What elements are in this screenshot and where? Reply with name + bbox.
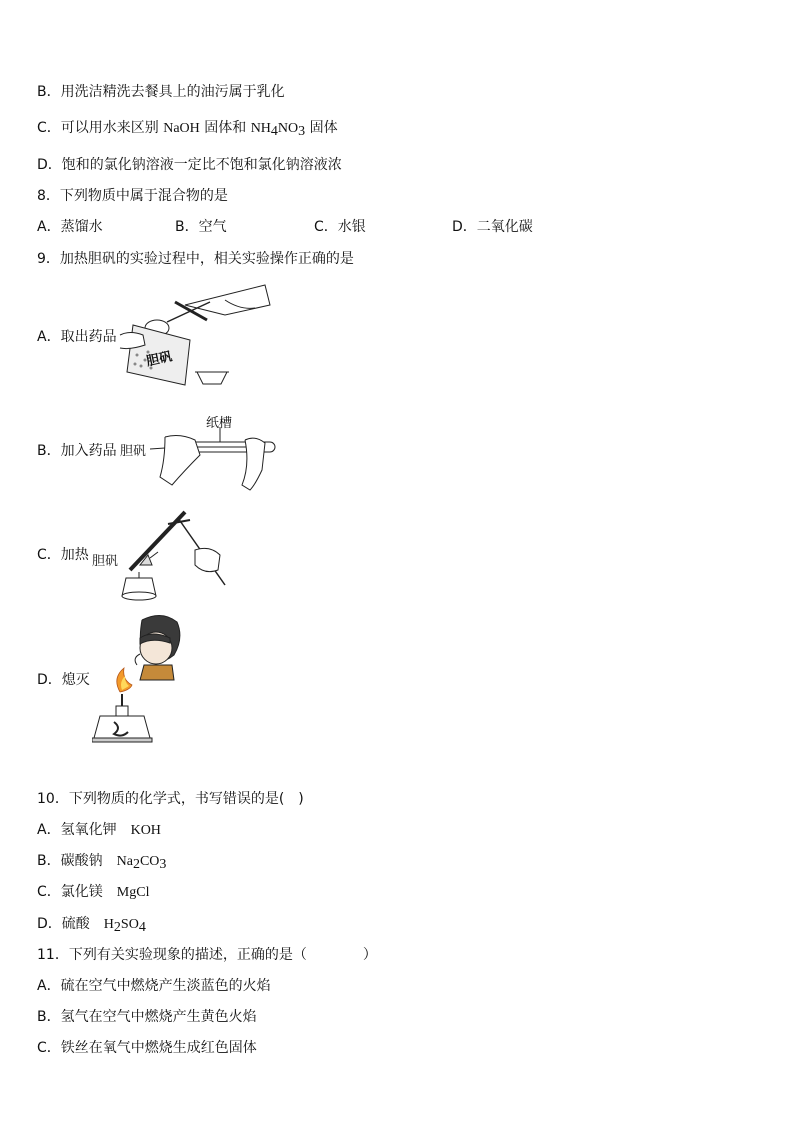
q8-option-b: B．空气 <box>175 219 227 235</box>
q11-option-b: B．氢气在空气中燃烧产生黄色火焰 <box>37 1009 257 1025</box>
figure-add-reagent <box>150 425 280 495</box>
q10a-text: A．氢氧化钾 <box>37 822 117 838</box>
formula-h-sub: 2 <box>113 920 121 935</box>
q9-stem: 9．加热胆矾的实验过程中，相关实验操作正确的是 <box>37 251 354 267</box>
formula-h: H <box>103 917 114 932</box>
formula-nh4-sub: 4 <box>270 124 278 139</box>
q7c-text-2: 固体和 <box>199 120 251 136</box>
formula-mgcl: MgCl <box>116 885 150 900</box>
q11-stem: 11．下列有关实验现象的描述，正确的是（ ） <box>37 947 377 963</box>
q10-option-c-real <box>37 883 149 902</box>
formula-nh4: NH <box>250 121 271 136</box>
q7-option-d: D．饱和的氯化钠溶液一定比不饱和氯化钠溶液浓 <box>37 157 342 173</box>
figure-extinguish <box>92 610 192 750</box>
q9-option-a: A．取出药品 <box>37 329 117 345</box>
formula-no3: NO <box>277 121 299 136</box>
formula-naoh: NaOH <box>163 121 200 136</box>
q10b-text: B．碳酸钠 <box>37 853 103 869</box>
reagent-label-c: 胆矾 <box>92 554 119 569</box>
q7c-text-3: 固体 <box>305 120 338 136</box>
q7-option-b: B．用洗洁精洗去餐具上的油污属于乳化 <box>37 84 285 100</box>
formula-so: SO <box>120 917 139 932</box>
q8-option-d: D．二氧化碳 <box>452 219 533 235</box>
q11-option-a: A．硫在空气中燃烧产生淡蓝色的火焰 <box>37 978 271 994</box>
q7c-text-1: C．可以用水来区别 <box>37 120 164 136</box>
bottle-label: 胆矾 <box>145 349 174 370</box>
q8-option-a: A．蒸馏水 <box>37 219 103 235</box>
q8-stem: 8．下列物质中属于混合物的是 <box>37 188 228 204</box>
formula-co-sub: 3 <box>159 857 167 872</box>
q7-option-c <box>37 119 338 141</box>
figure-take-reagent <box>115 280 275 390</box>
formula-na-sub: 2 <box>132 857 140 872</box>
q10c-text: C．氯化镁 <box>37 884 103 900</box>
figure-heating <box>120 510 235 602</box>
formula-koh: KOH <box>130 823 161 838</box>
formula-na: Na <box>116 854 133 869</box>
formula-no3-sub: 3 <box>298 124 306 139</box>
q10-option-a <box>37 821 161 840</box>
reagent-label-b: 胆矾 <box>120 444 147 459</box>
q10d-text: D．硫酸 <box>37 916 90 932</box>
q10-stem: 10．下列物质的化学式，书写错误的是( ) <box>37 791 304 807</box>
q9-option-d: D．熄灭 <box>37 672 90 688</box>
q9-option-c: C．加热 <box>37 547 89 563</box>
q11-option-c: C．铁丝在氧气中燃烧生成红色固体 <box>37 1040 257 1056</box>
q8-option-c: C．水银 <box>314 219 366 235</box>
formula-co: CO <box>139 854 160 869</box>
q10-option-b <box>37 852 166 874</box>
paper-trough-label: 纸槽 <box>206 416 233 431</box>
q9-option-b: B．加入药品 <box>37 443 117 459</box>
formula-so-sub: 4 <box>138 920 146 935</box>
q10-option-d-real <box>37 915 146 937</box>
